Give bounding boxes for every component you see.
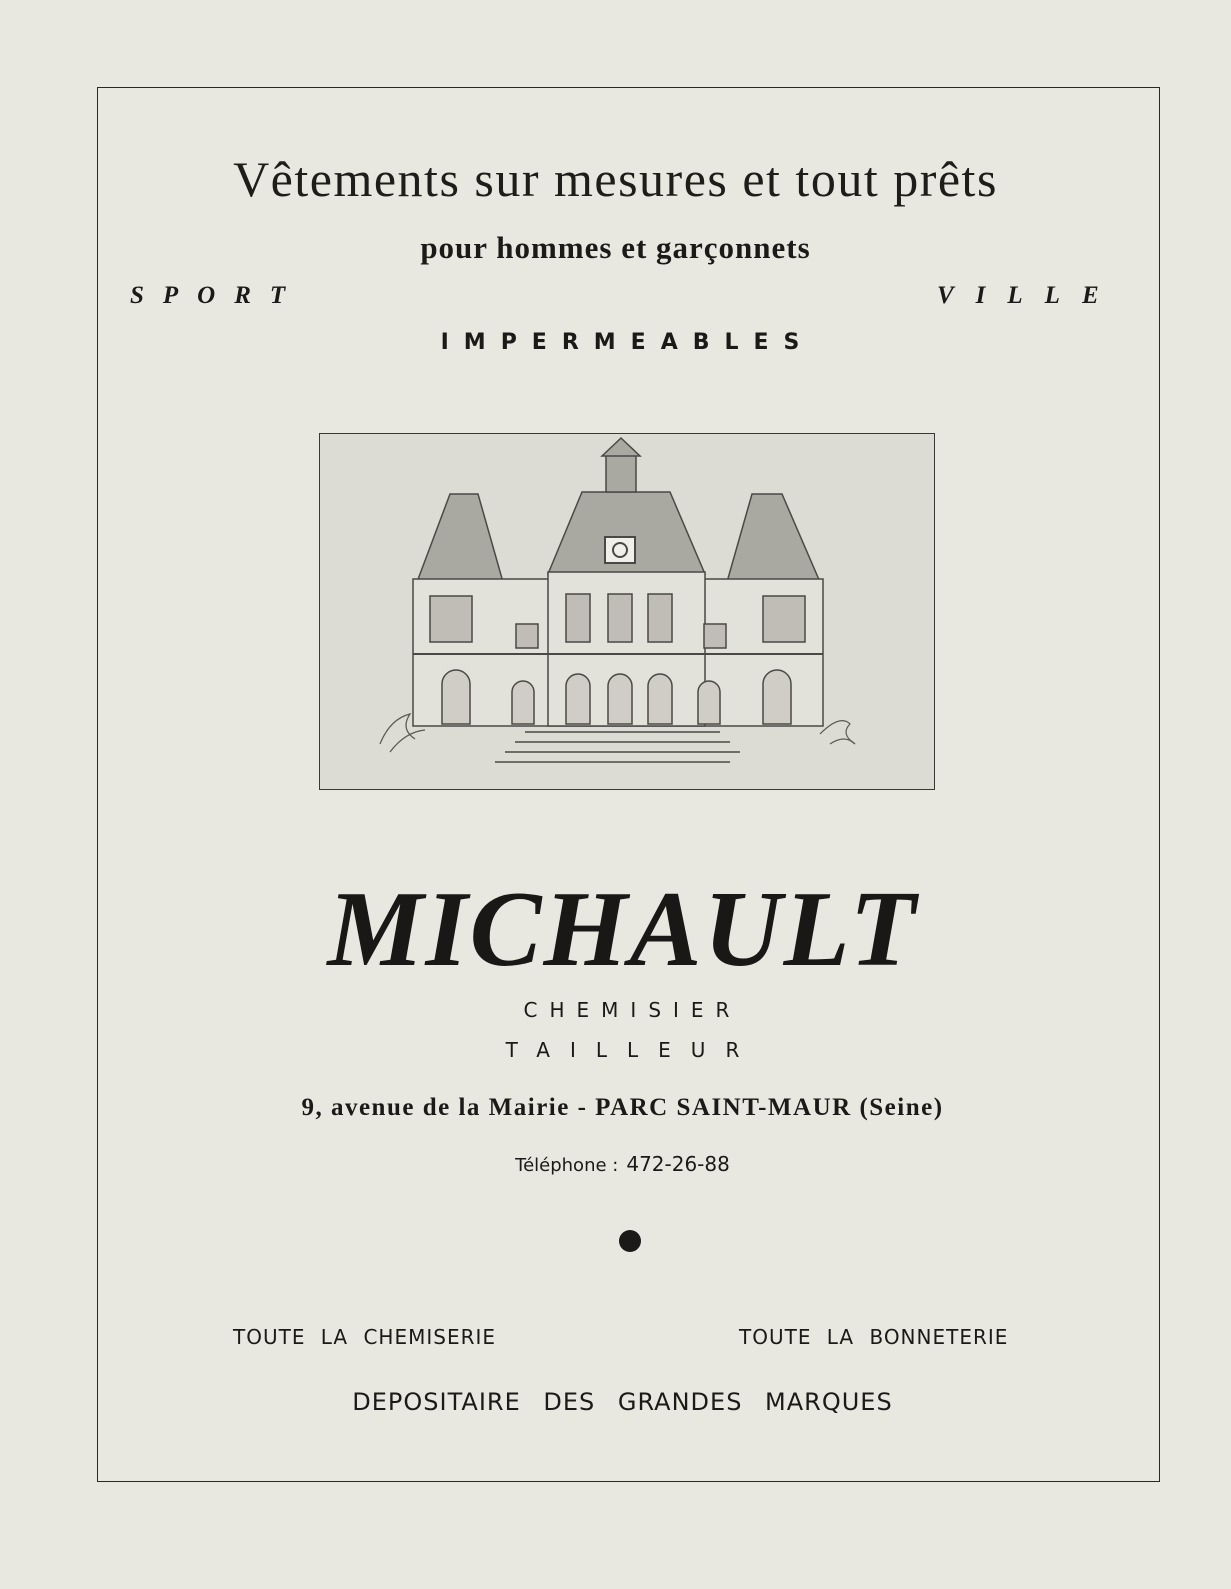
offer-bonneterie: TOUTE LA BONNETERIE [739, 1325, 1009, 1349]
phone-line [0, 1152, 1231, 1176]
role-tailleur: TAILLEUR [505, 1038, 760, 1062]
brand-name: MICHAULT [327, 870, 918, 989]
bullet-dot [619, 1230, 641, 1252]
address: 9, avenue de la Mairie - PARC SAINT-MAUR (Seine) [301, 1094, 944, 1121]
offer-chemiserie: TOUTE LA CHEMISERIE [233, 1325, 497, 1349]
town-hall-illustration [319, 433, 935, 790]
town-hall-drawing [320, 434, 933, 788]
phone-label: Téléphone : [515, 1155, 619, 1176]
phone-number: 472-26-88 [626, 1152, 730, 1176]
headline: Vêtements sur mesures et tout prêts [233, 151, 998, 207]
role-chemisier: CHEMISIER [523, 998, 742, 1022]
category-impermeables: IMPERMEABLES [440, 330, 815, 355]
footer-depositaire: DEPOSITAIRE DES GRANDES MARQUES [352, 1388, 893, 1416]
subheadline: pour hommes et garçonnets [420, 230, 811, 265]
category-sport: SPORT [130, 282, 305, 309]
category-ville: VILLE [937, 282, 1121, 309]
